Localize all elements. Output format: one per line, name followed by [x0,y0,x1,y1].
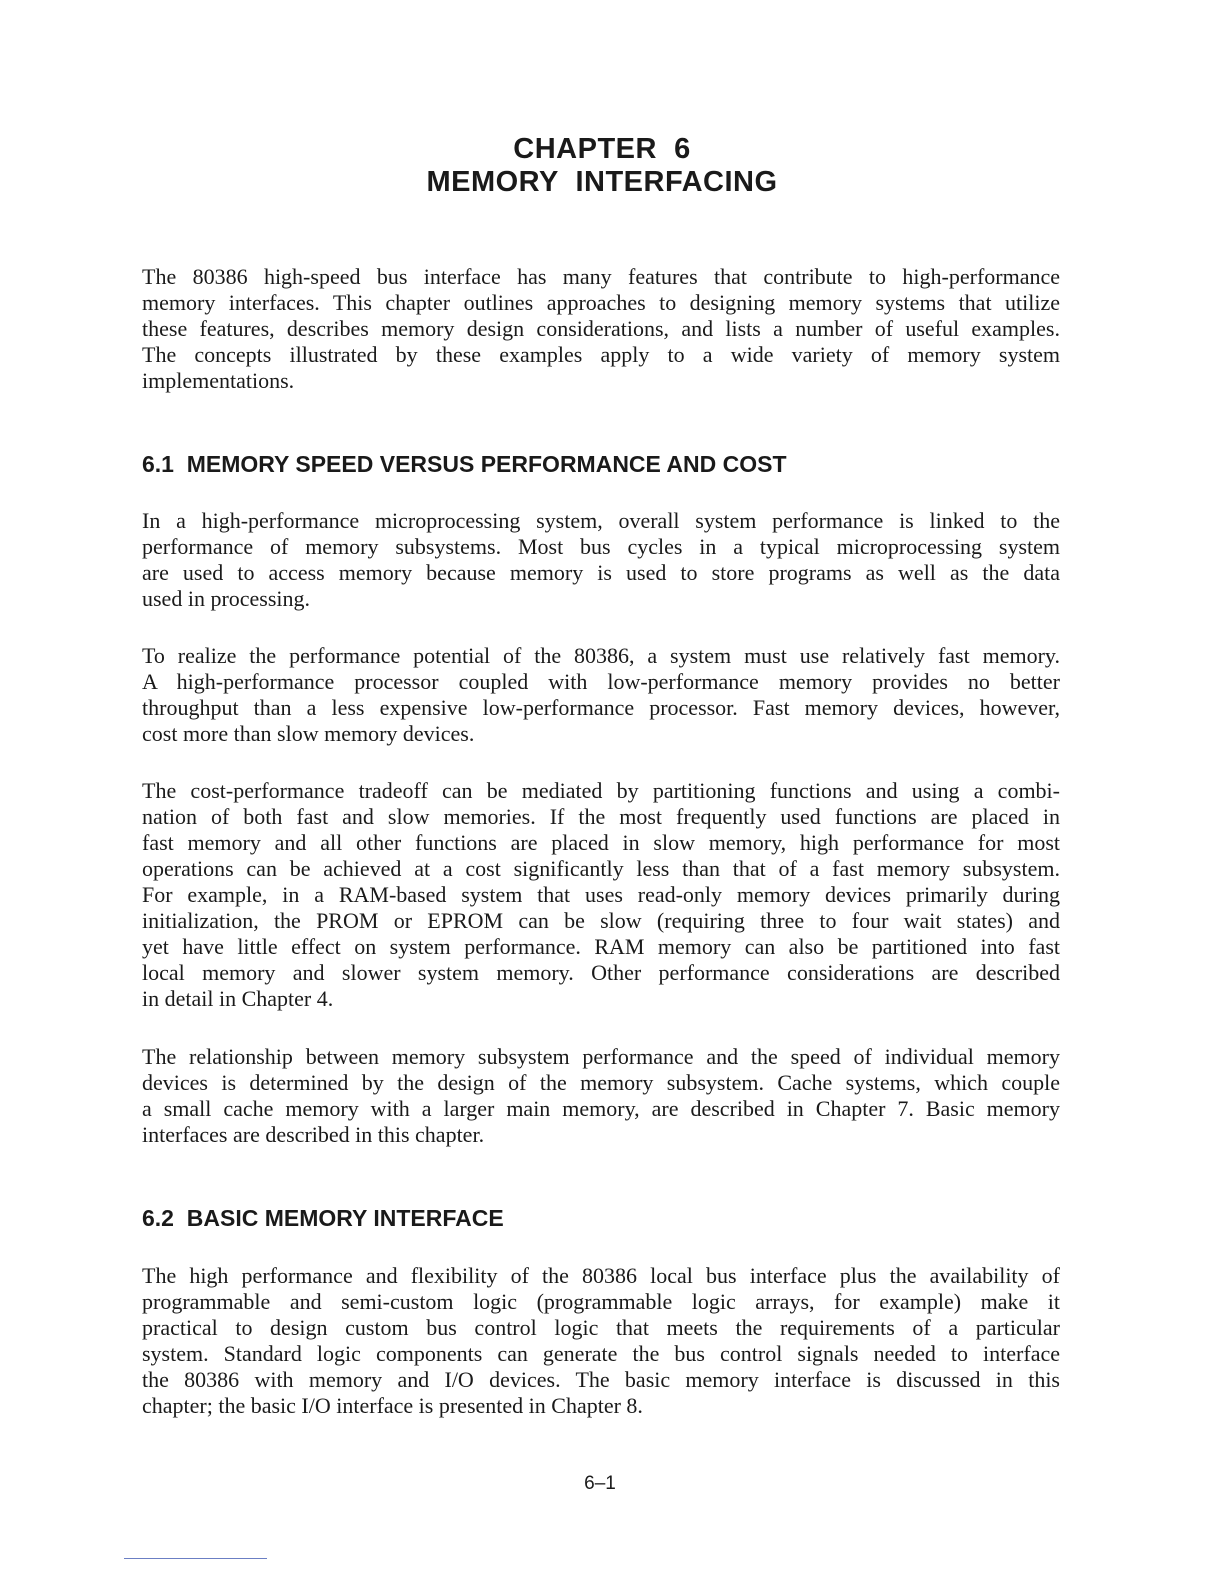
text-line: performance of memory subsystems. Most bus cycles in a typical microprocessing system [142,534,1060,559]
text-line: throughput than a less expensive low-performance processor. Fast memory devices, however, [142,695,1060,720]
section-6-2-heading: 6.2 BASIC MEMORY INTERFACE [142,1205,504,1231]
section-6-1-paragraph-3 [142,778,1060,1012]
text-line: memory interfaces. This chapter outlines approaches to designing memory systems that utilize [142,290,1060,315]
text-line: system. Standard logic components can generate the bus control signals needed to interface [142,1341,1060,1366]
text-line: A high-performance processor coupled with low-performance memory provides no better [142,669,1060,694]
text-line: fast memory and all other functions are placed in slow memory, high performance for most [142,830,1060,855]
text-line: programmable and semi-custom logic (programmable logic arrays, for example) make it [142,1289,1060,1314]
text-line: nation of both fast and slow memories. If the most frequently used functions are placed in [142,804,1060,829]
text-line: chapter; the basic I/O interface is presented in Chapter 8. [142,1393,643,1418]
section-6-1-paragraph-1 [142,508,1060,612]
text-line: The high performance and flexibility of the 80386 local bus interface plus the availability of [142,1263,1060,1288]
page-number: 6–1 [584,1473,616,1494]
section-6-1-paragraph-4 [142,1044,1060,1148]
text-line: The 80386 high-speed bus interface has many features that contribute to high-performance [142,264,1060,289]
text-line: in detail in Chapter 4. [142,986,334,1011]
text-line: the 80386 with memory and I/O devices. The basic memory interface is discussed in this [142,1367,1060,1392]
text-line: used in processing. [142,586,311,611]
footer-rule [124,1558,267,1559]
text-line: operations can be achieved at a cost significantly less than that of a fast memory subsystem. [142,856,1060,881]
text-line: implementations. [142,368,295,393]
chapter-title: MEMORY INTERFACING [426,166,778,198]
text-line: interfaces are described in this chapter. [142,1122,485,1147]
text-line: The relationship between memory subsystem performance and the speed of individual memory [142,1044,1060,1069]
section-6-2-paragraph-1 [142,1263,1060,1419]
chapter-heading [0,133,1204,199]
text-line: initialization, the PROM or EPROM can be slow (requiring three to four wait states) and [142,908,1060,933]
text-line: The concepts illustrated by these examples apply to a wide variety of memory system [142,342,1060,367]
text-line: are used to access memory because memory is used to store programs as well as the data [142,560,1060,585]
text-line: practical to design custom bus control logic that meets the requirements of a particular [142,1315,1060,1340]
text-line: a small cache memory with a larger main memory, are described in Chapter 7. Basic memory [142,1096,1060,1121]
text-line: these features, describes memory design considerations, and lists a number of useful examples. [142,316,1060,341]
text-line: The cost-performance tradeoff can be mediated by partitioning functions and using a combi- [142,778,1060,803]
text-line: yet have little effect on system performance. RAM memory can also be partitioned into fast [142,934,1060,959]
text-line: To realize the performance potential of the 80386, a system must use relatively fast memory. [142,643,1060,668]
text-line: local memory and slower system memory. Other performance considerations are described [142,960,1060,985]
text-line: cost more than slow memory devices. [142,721,475,746]
section-6-1-heading: 6.1 MEMORY SPEED VERSUS PERFORMANCE AND COST [142,451,787,477]
text-line: In a high-performance microprocessing system, overall system performance is linked to the [142,508,1060,533]
chapter-number: CHAPTER 6 [513,133,691,165]
intro-paragraph [142,264,1060,394]
text-line: For example, in a RAM-based system that uses read-only memory devices primarily during [142,882,1060,907]
section-6-1-paragraph-2 [142,643,1060,747]
text-line: devices is determined by the design of the memory subsystem. Cache systems, which couple [142,1070,1060,1095]
